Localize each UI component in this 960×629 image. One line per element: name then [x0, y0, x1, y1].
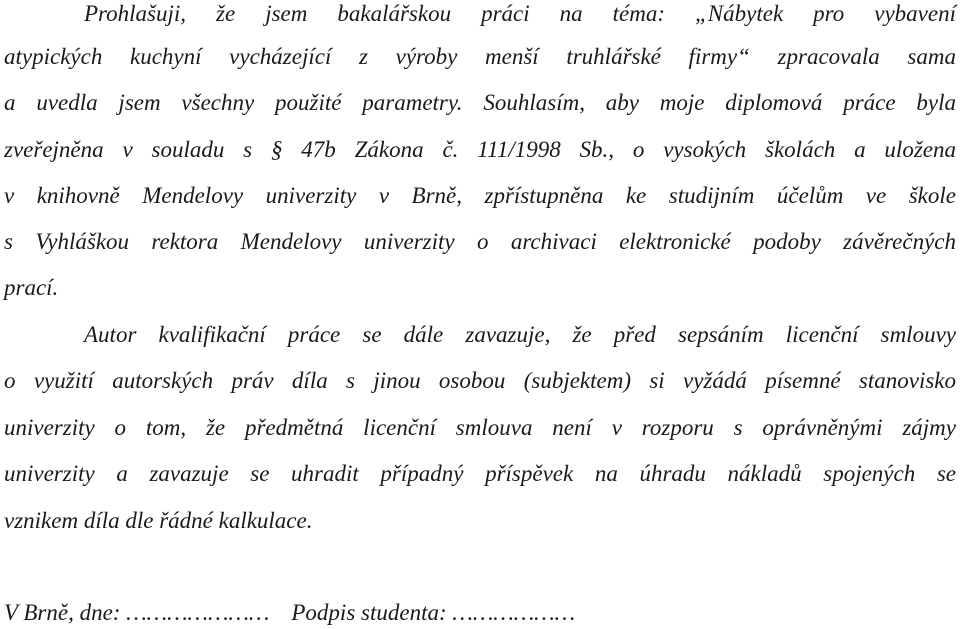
paragraph-line: univerzity a zavazuje se uhradit případný příspěvek na úhradu nákladů spojených se — [4, 461, 956, 486]
paragraph-line: o využití autorských práv díla s jinou osobou (subjektem) si vyžádá písemné stanovisko — [4, 368, 956, 393]
paragraph-line: atypických kuchyní vycházející z výroby menší truhlářské firmy“ zpracovala sama — [4, 44, 956, 69]
paragraph-line: zveřejněna v souladu s § 47b Zákona č. 111/1998 Sb., o vysokých školách a uložena — [4, 137, 956, 162]
paragraph-line: prací. — [4, 275, 59, 300]
paragraph-line: Prohlašuji, že jsem bakalářskou práci na téma: „Nábytek pro vybavení — [84, 1, 956, 26]
place-date-field: V Brně, dne: ………………… — [4, 600, 270, 625]
paragraph-line: univerzity o tom, že předmětná licenční smlouva není v rozporu s oprávněnými zájmy — [4, 415, 956, 440]
paragraph-line: Autor kvalifikační práce se dále zavazuje, že před sepsáním licenční smlouvy — [84, 322, 956, 347]
student-signature-field: Podpis studenta: ……………… — [291, 600, 576, 625]
paragraph-line: a uvedla jsem všechny použité parametry. Souhlasím, aby moje diplomová práce byla — [4, 90, 956, 115]
signature-line — [4, 598, 956, 628]
paragraph-line: v knihovně Mendelovy univerzity v Brně, zpřístupněna ke studijním účelům ve škole — [4, 183, 956, 208]
paragraph-line: vznikem díla dle řádné kalkulace. — [4, 508, 313, 533]
paragraph-line: s Vyhláškou rektora Mendelovy univerzity o archivaci elektronické podoby závěrečných — [4, 229, 956, 254]
